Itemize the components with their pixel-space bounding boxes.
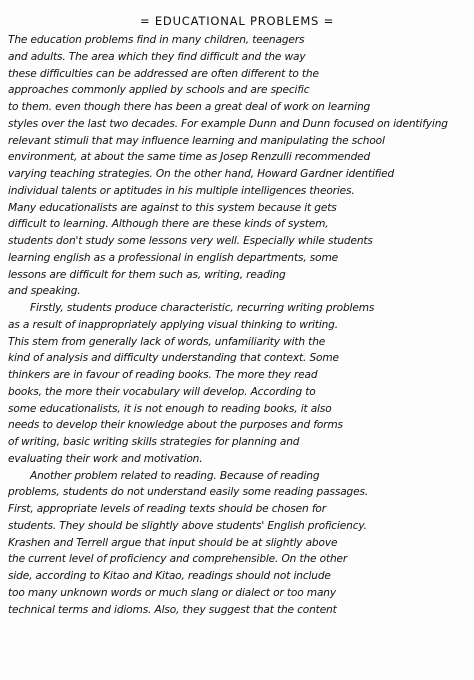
text-line: needs to develop their knowledge about the purposes and forms xyxy=(8,419,343,432)
text-line: and adults. The area which they find difficult and the way xyxy=(8,50,306,63)
text-line: First, appropriate levels of reading texts should be chosen for xyxy=(8,503,326,515)
text-line: these difficulties can be addressed are often different to the xyxy=(8,67,319,80)
text-line: side, according to Kitao and Kitao, readings should not include xyxy=(8,570,331,582)
text-line: This stem from generally lack of words, unfamiliarity with the xyxy=(8,335,326,348)
text-line: Many educationalists are against to this system because it gets xyxy=(8,201,337,214)
text-line: The education problems find in many children, teenagers xyxy=(8,34,305,46)
text-line: students. They should be slightly above students' English proficiency. xyxy=(8,519,367,532)
text-line: approaches commonly applied by schools and are specific xyxy=(8,84,310,97)
text-line: Krashen and Terrell argue that input should be at slightly above xyxy=(8,536,338,549)
text-line: lessons are difficult for them such as, writing, reading xyxy=(8,268,286,281)
text-line: and speaking. xyxy=(8,285,81,298)
text-line: students don't study some lessons very well. Especially while students xyxy=(8,235,373,247)
text-line: to them. even though there has been a great deal of work on learning xyxy=(8,101,371,113)
text-line: thinkers are in favour of reading books. The more they read xyxy=(8,369,318,381)
document-body xyxy=(8,32,466,618)
text-line: some educationalists, it is not enough to reading books, it also xyxy=(8,402,332,415)
text-line: relevant stimuli that may influence learning and manipulating the school xyxy=(8,134,385,147)
text-line: of writing, basic writing skills strategies for planning and xyxy=(8,436,300,448)
document-title: = EDUCATIONAL PROBLEMS = xyxy=(139,14,335,28)
text-line: environment, at about the same time as Josep Renzulli recommended xyxy=(8,151,371,164)
text-line: books, the more their vocabulary will develop. According to xyxy=(8,385,316,398)
text-line: Firstly, students produce characteristic, recurring writing problems xyxy=(30,302,375,314)
text-line: the current level of proficiency and comprehensible. On the other xyxy=(8,553,348,566)
text-line: varying teaching strategies. On the other hand, Howard Gardner identified xyxy=(8,168,395,180)
text-line: kind of analysis and difficulty understanding that context. Some xyxy=(8,352,339,365)
text-line: problems, students do not understand easily some reading passages. xyxy=(8,486,369,499)
text-line: styles over the last two decades. For example Dunn and Dunn focused on identifying xyxy=(8,117,448,130)
text-line: individual talents or aptitudes in his multiple intelligences theories. xyxy=(8,184,355,197)
text-line: technical terms and idioms. Also, they suggest that the content xyxy=(8,603,337,616)
text-line: Another problem related to reading. Because of reading xyxy=(30,469,320,482)
text-line: evaluating their work and motivation. xyxy=(8,452,203,465)
text-line: too many unknown words or much slang or dialect or too many xyxy=(8,586,336,599)
text-line: difficult to learning. Although there are these kinds of system, xyxy=(8,218,329,231)
text-line: learning english as a professional in english departments, some xyxy=(8,251,339,264)
text-line: as a result of inappropriately applying visual thinking to writing. xyxy=(8,318,338,331)
